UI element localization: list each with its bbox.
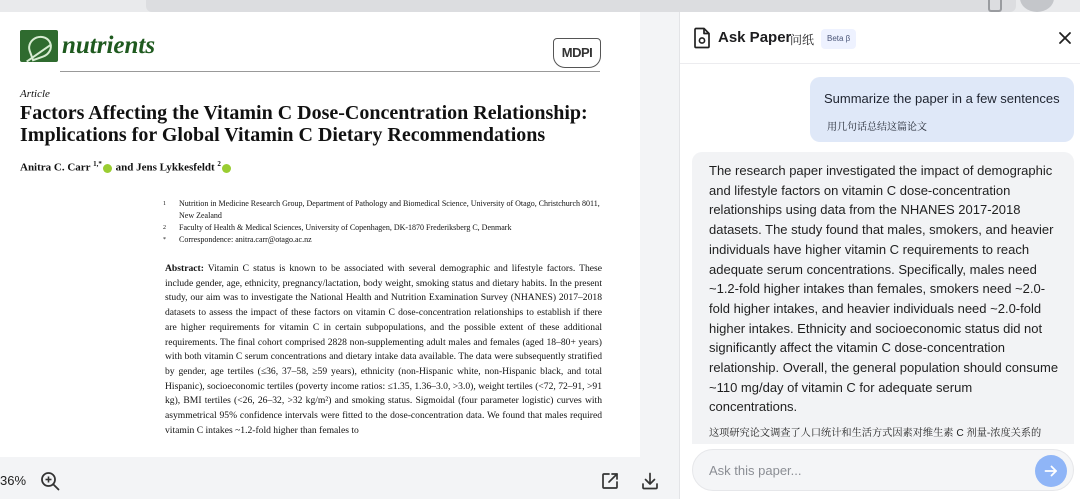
affiliation-item (163, 234, 603, 246)
arrow-right-icon (1043, 463, 1059, 479)
question-input-box[interactable] (692, 449, 1074, 491)
external-link-icon[interactable] (600, 471, 620, 491)
background-search-bar (146, 0, 1016, 12)
close-icon[interactable] (1056, 29, 1074, 47)
publisher-logo: MDPI (553, 38, 601, 68)
author-name: Anitra C. Carr (20, 161, 91, 174)
ask-paper-panel (680, 12, 1080, 499)
zoom-level: 36% (0, 473, 27, 488)
abstract-label: Abstract: (165, 263, 204, 274)
question-input[interactable] (709, 460, 1009, 480)
assistant-message-bubble (692, 152, 1074, 444)
author-superscript: 1,* (93, 160, 102, 168)
pdf-page[interactable] (0, 12, 640, 457)
author-name: Jens Lykkesfeldt (136, 161, 215, 174)
author-line (20, 160, 232, 174)
abstract-text: Vitamin C status is known to be associated with several demographic and lifestyle factors. These include gender, age, ethnicity, pregnancy/lactation, body weight, smoking status and dietary habits. In the present study, our aim was to investigate the National Health and Nutrition Examination Survey (NHANES) 2017–2018 datasets to assess the impact of these factors on vitamin C dose-concentration relationships to establish if there are higher requirements for vitamin C in certain subpopulations, and the possible extent of these additional requirements. The final cohort comprised 2828 non-supplementing adult males and females (aged 18–80+ years) with both vitamin C serum concentrations and dietary intake data available. The data were subsequently stratified by gender, age tertiles (≤36, 37–58, ≥59 years), ethnicity (non-Hispanic white, non-Hispanic black, and total Hispanic), socioeconomic tertiles (poverty income ratios: ≤1.35, 1.36–3.0, >3.0), weight tertiles (<72, 72–91, >91 kg), BMI tertiles (<26, 26–32, >32 kg/m²) and smoking status. Sigmoidal (four parameter logistic) curves with asymmetrical 95% confidence intervals were fitted to the dose-concentration data. We found that males required vitamin C intakes ~1.2-fold higher than females to (165, 263, 602, 436)
orcid-icon[interactable] (103, 164, 112, 173)
panel-title: Ask Paper (718, 29, 792, 46)
assistant-answer-cn: 这项研究论文调查了人口统计和生活方式因素对维生素 C 剂量-浓度关系的 (709, 428, 1042, 439)
send-button[interactable] (1035, 455, 1067, 487)
document-chat-icon (692, 27, 712, 49)
beta-badge: Beta β (821, 29, 856, 49)
affiliation-mark: 2 (163, 225, 166, 231)
background-phone-icon (988, 0, 1002, 12)
panel-header (680, 12, 1080, 64)
background-avatar (1020, 0, 1054, 12)
journal-logo-icon (20, 30, 58, 62)
header-divider (60, 71, 600, 72)
affiliation-text: Nutrition in Medicine Research Group, Department of Pathology and Biomedical Science, University of Otago, Christchurch 8011, New Zealand (179, 199, 600, 220)
affiliation-item (163, 222, 603, 234)
pdf-viewer[interactable] (0, 12, 680, 499)
affiliations (163, 198, 603, 246)
paper-title: Factors Affecting the Vitamin C Dose-Concentration Relationship: Implications for Global Vitamin C Dietary Recommendations (20, 102, 588, 146)
affiliation-mark: * (163, 237, 166, 243)
author-join: and (115, 161, 134, 174)
author-superscript: 2 (217, 160, 221, 168)
user-message: Summarize the paper in a few sentences (824, 91, 1060, 106)
affiliation-mark: 1 (163, 201, 166, 207)
panel-title-cn: 问纸 (790, 33, 815, 47)
user-message-bubble (810, 77, 1074, 142)
zoom-in-icon[interactable] (40, 471, 60, 491)
download-icon[interactable] (640, 471, 660, 491)
background-page (0, 0, 1080, 12)
journal-name: nutrients (62, 32, 156, 59)
orcid-icon[interactable] (222, 164, 231, 173)
abstract (165, 262, 602, 438)
affiliation-item (163, 198, 603, 222)
user-message-cn: 用几句话总结这篇论文 (827, 122, 927, 133)
affiliation-text: Correspondence: anitra.carr@otago.ac.nz (179, 235, 312, 244)
affiliation-text: Faculty of Health & Medical Sciences, University of Copenhagen, DK-1870 Frederiksberg C, Denmark (179, 223, 512, 232)
article-type: Article (20, 88, 50, 100)
assistant-answer: The research paper investigated the impact of demographic and lifestyle factors on vitamin C dose-concentration relationships using data from the NHANES 2017-2018 datasets. The study found that males, smokers, and heavier individuals have higher vitamin C requirements to reach adequate serum concentrations. Specifically, males need ~1.2-fold higher intakes than females, smokers need ~2.0-fold higher intakes, and heavier individuals need ~2.0-fold higher intakes. Ethnicity and socioeconomic status did not significantly affect the vitamin C dose-concentration relationship. Overall, the general population should consume ~110 mg/day of vitamin C for adequate serum concentrations. (709, 163, 1059, 415)
